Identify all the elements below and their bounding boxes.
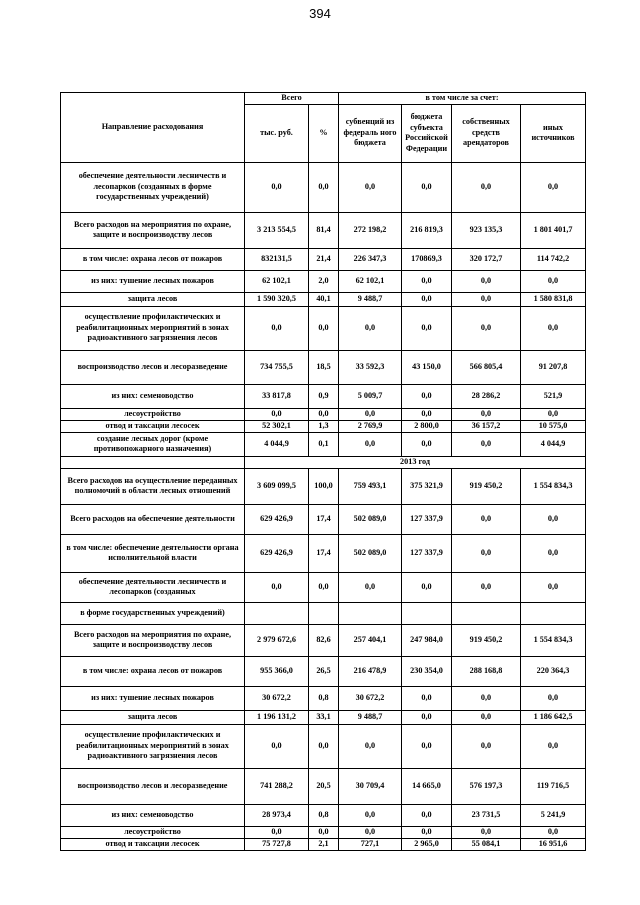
value-cell: 33,1	[309, 710, 339, 724]
row-label: осуществление профилактических и реабилитационных мероприятий в зонах радиоактивного загрязнения лесов	[61, 724, 245, 768]
expenditure-table	[60, 92, 586, 851]
value-cell: 0,1	[309, 432, 339, 456]
value-cell: 170869,3	[402, 248, 452, 270]
value-cell: 1 801 401,7	[521, 212, 586, 248]
row-label: в том числе: охрана лесов от пожаров	[61, 248, 245, 270]
table-body-first	[61, 162, 586, 456]
value-cell: 26,5	[309, 656, 339, 686]
value-cell: 0,0	[402, 804, 452, 826]
table-row	[61, 162, 586, 212]
value-cell: 18,5	[309, 350, 339, 384]
value-cell: 832131,5	[245, 248, 309, 270]
value-cell: 9 488,7	[339, 710, 402, 724]
value-cell: 1 580 831,8	[521, 292, 586, 306]
value-cell: 52 302,1	[245, 420, 309, 432]
row-label: Всего расходов на мероприятия по охране, защите и воспроизводству лесов	[61, 212, 245, 248]
value-cell: 0,0	[339, 804, 402, 826]
value-cell: 127 337,9	[402, 504, 452, 534]
value-cell: 0,0	[402, 270, 452, 292]
value-cell: 0,0	[452, 724, 521, 768]
value-cell: 0,0	[339, 432, 402, 456]
subject-budget-header: бюджета субъекта Российской Федерации	[402, 104, 452, 162]
subventions-header: субвенций из федераль ного бюджета	[339, 104, 402, 162]
value-cell: 0,0	[452, 534, 521, 572]
value-cell: 4 044,9	[245, 432, 309, 456]
table-row	[61, 768, 586, 804]
value-cell: 16 951,6	[521, 838, 586, 850]
value-cell: 0,0	[452, 572, 521, 602]
table-row	[61, 384, 586, 408]
value-cell: 0,0	[402, 686, 452, 710]
value-cell: 919 450,2	[452, 468, 521, 504]
value-cell: 502 089,0	[339, 534, 402, 572]
table-body-2013	[61, 468, 586, 850]
table-row	[61, 504, 586, 534]
value-cell: 0,0	[339, 162, 402, 212]
value-cell: 0,0	[452, 270, 521, 292]
value-cell: 0,0	[309, 306, 339, 350]
value-cell: 1 196 131,2	[245, 710, 309, 724]
value-cell: 1 554 834,3	[521, 624, 586, 656]
table-row	[61, 624, 586, 656]
value-cell: 919 450,2	[452, 624, 521, 656]
value-cell: 33 592,3	[339, 350, 402, 384]
row-label: осуществление профилактических и реабилитационных мероприятий в зонах радиоактивного загрязнения лесов	[61, 306, 245, 350]
row-label: в том числе: охрана лесов от пожаров	[61, 656, 245, 686]
value-cell: 0,0	[402, 384, 452, 408]
value-cell: 5 009,7	[339, 384, 402, 408]
row-label: Всего расходов на мероприятия по охране, защите и воспроизводству лесов	[61, 624, 245, 656]
table-row	[61, 838, 586, 850]
value-cell: 0,0	[521, 826, 586, 838]
direction-header: Направление расходования	[61, 93, 245, 163]
value-cell: 0,0	[339, 306, 402, 350]
table-row	[61, 724, 586, 768]
year-label: 2013 год	[245, 456, 586, 468]
value-cell: 576 197,3	[452, 768, 521, 804]
value-cell: 2 965,0	[402, 838, 452, 850]
value-cell: 23 731,5	[452, 804, 521, 826]
other-sources-header: иных источников	[521, 104, 586, 162]
value-cell: 0,0	[245, 724, 309, 768]
value-cell: 0,0	[339, 572, 402, 602]
value-cell: 0,0	[521, 306, 586, 350]
value-cell: 91 207,8	[521, 350, 586, 384]
value-cell: 0,0	[402, 306, 452, 350]
table-row	[61, 350, 586, 384]
value-cell: 0,0	[402, 432, 452, 456]
value-cell: 55 084,1	[452, 838, 521, 850]
value-cell: 2,0	[309, 270, 339, 292]
value-cell: 30 709,4	[339, 768, 402, 804]
value-cell	[245, 602, 309, 624]
value-cell: 62 102,1	[339, 270, 402, 292]
value-cell: 30 672,2	[245, 686, 309, 710]
table-row	[61, 686, 586, 710]
value-cell: 923 135,3	[452, 212, 521, 248]
row-label: отвод и таксации лесосек	[61, 838, 245, 850]
page-number: 394	[309, 6, 331, 21]
value-cell: 0,0	[402, 408, 452, 420]
value-cell: 629 426,9	[245, 534, 309, 572]
row-label: создание лесных дорог (кроме противопожарного назначения)	[61, 432, 245, 456]
value-cell: 2 800,0	[402, 420, 452, 432]
value-cell: 0,0	[521, 724, 586, 768]
row-label: воспроизводство лесов и лесоразведение	[61, 768, 245, 804]
value-cell: 43 150,0	[402, 350, 452, 384]
table-row	[61, 804, 586, 826]
table-row	[61, 306, 586, 350]
value-cell: 0,0	[452, 432, 521, 456]
value-cell: 100,0	[309, 468, 339, 504]
value-cell: 0,0	[452, 710, 521, 724]
value-cell: 955 366,0	[245, 656, 309, 686]
value-cell: 9 488,7	[339, 292, 402, 306]
value-cell: 0,0	[452, 292, 521, 306]
value-cell: 0,0	[521, 534, 586, 572]
value-cell: 0,0	[521, 686, 586, 710]
value-cell: 28 973,4	[245, 804, 309, 826]
value-cell: 0,0	[309, 572, 339, 602]
value-cell: 502 089,0	[339, 504, 402, 534]
value-cell: 17,4	[309, 504, 339, 534]
row-label: обеспечение деятельности лесничеств и лесопарков (созданных	[61, 572, 245, 602]
value-cell: 0,0	[521, 270, 586, 292]
value-cell: 288 168,8	[452, 656, 521, 686]
value-cell: 759 493,1	[339, 468, 402, 504]
value-cell: 734 755,5	[245, 350, 309, 384]
table-row	[61, 432, 586, 456]
value-cell: 0,0	[245, 306, 309, 350]
value-cell: 0,0	[402, 724, 452, 768]
value-cell: 3 609 099,5	[245, 468, 309, 504]
value-cell	[452, 602, 521, 624]
row-label: лесоустройство	[61, 826, 245, 838]
table-row	[61, 572, 586, 602]
value-cell: 114 742,2	[521, 248, 586, 270]
value-cell: 2 769,9	[339, 420, 402, 432]
value-cell: 1 186 642,5	[521, 710, 586, 724]
value-cell: 521,9	[521, 384, 586, 408]
value-cell: 257 404,1	[339, 624, 402, 656]
value-cell: 220 364,3	[521, 656, 586, 686]
value-cell: 0,0	[309, 724, 339, 768]
value-cell: 0,0	[245, 572, 309, 602]
value-cell	[339, 602, 402, 624]
value-cell: 0,0	[402, 162, 452, 212]
own-funds-header: собственных средств арендаторов	[452, 104, 521, 162]
table-row	[61, 212, 586, 248]
value-cell: 0,0	[452, 826, 521, 838]
value-cell: 2,1	[309, 838, 339, 850]
value-cell: 629 426,9	[245, 504, 309, 534]
value-cell	[521, 602, 586, 624]
value-cell: 0,0	[309, 162, 339, 212]
value-cell: 375 321,9	[402, 468, 452, 504]
table-row	[61, 468, 586, 504]
value-cell: 216 478,9	[339, 656, 402, 686]
value-cell: 28 286,2	[452, 384, 521, 408]
value-cell: 0,0	[339, 826, 402, 838]
value-cell: 2 979 672,6	[245, 624, 309, 656]
value-cell: 272 198,2	[339, 212, 402, 248]
value-cell: 0,0	[245, 826, 309, 838]
row-label: обеспечение деятельности лесничеств и лесопарков (созданных в форме государственных учреждений)	[61, 162, 245, 212]
value-cell: 36 157,2	[452, 420, 521, 432]
value-cell: 1,3	[309, 420, 339, 432]
value-cell: 0,0	[402, 292, 452, 306]
value-cell: 0,0	[309, 826, 339, 838]
row-label: в том числе: обеспечение деятельности органа исполнительной власти	[61, 534, 245, 572]
row-label: Всего расходов на обеспечение деятельности	[61, 504, 245, 534]
value-cell: 0,0	[521, 162, 586, 212]
value-cell: 0,0	[521, 572, 586, 602]
value-cell: 727,1	[339, 838, 402, 850]
value-cell: 20,5	[309, 768, 339, 804]
value-cell: 0,0	[339, 724, 402, 768]
value-cell: 4 044,9	[521, 432, 586, 456]
value-cell: 0,0	[402, 710, 452, 724]
row-label: из них: тушение лесных пожаров	[61, 270, 245, 292]
table-row	[61, 534, 586, 572]
value-cell: 0,0	[521, 504, 586, 534]
table-row	[61, 292, 586, 306]
value-cell: 30 672,2	[339, 686, 402, 710]
row-label: защита лесов	[61, 710, 245, 724]
row-label: отвод и таксации лесосек	[61, 420, 245, 432]
value-cell: 10 575,0	[521, 420, 586, 432]
row-label: из них: тушение лесных пожаров	[61, 686, 245, 710]
table-row	[61, 602, 586, 624]
row-label: из них: семеноводство	[61, 384, 245, 408]
percent-header: %	[309, 104, 339, 162]
value-cell: 247 984,0	[402, 624, 452, 656]
value-cell: 230 354,0	[402, 656, 452, 686]
including-header: в том числе за счет:	[339, 93, 586, 105]
value-cell: 0,0	[402, 572, 452, 602]
value-cell: 1 554 834,3	[521, 468, 586, 504]
value-cell: 62 102,1	[245, 270, 309, 292]
thousand-rub-header: тыс. руб.	[245, 104, 309, 162]
table-row	[61, 420, 586, 432]
table-row	[61, 710, 586, 724]
value-cell: 0,8	[309, 686, 339, 710]
value-cell: 0,0	[452, 306, 521, 350]
value-cell: 741 288,2	[245, 768, 309, 804]
row-label: Всего расходов на осуществление переданных полномочий в области лесных отношений	[61, 468, 245, 504]
table-row	[61, 248, 586, 270]
value-cell: 0,8	[309, 804, 339, 826]
value-cell: 0,0	[245, 408, 309, 420]
table-body-year	[61, 456, 586, 468]
value-cell: 566 805,4	[452, 350, 521, 384]
value-cell: 0,0	[309, 408, 339, 420]
value-cell: 0,0	[245, 162, 309, 212]
value-cell: 0,0	[452, 504, 521, 534]
value-cell: 0,0	[452, 408, 521, 420]
value-cell: 33 817,8	[245, 384, 309, 408]
value-cell: 21,4	[309, 248, 339, 270]
value-cell: 81,4	[309, 212, 339, 248]
value-cell: 17,4	[309, 534, 339, 572]
value-cell: 0,0	[521, 408, 586, 420]
table-row	[61, 270, 586, 292]
value-cell: 75 727,8	[245, 838, 309, 850]
row-label: лесоустройство	[61, 408, 245, 420]
value-cell	[309, 602, 339, 624]
value-cell: 14 665,0	[402, 768, 452, 804]
value-cell: 216 819,3	[402, 212, 452, 248]
value-cell: 0,0	[452, 686, 521, 710]
table-row	[61, 656, 586, 686]
value-cell: 1 590 320,5	[245, 292, 309, 306]
value-cell: 119 716,5	[521, 768, 586, 804]
row-label: в форме государственных учреждений)	[61, 602, 245, 624]
value-cell: 0,0	[402, 826, 452, 838]
value-cell: 3 213 554,5	[245, 212, 309, 248]
value-cell: 226 347,3	[339, 248, 402, 270]
value-cell: 5 241,9	[521, 804, 586, 826]
value-cell: 127 337,9	[402, 534, 452, 572]
table-row	[61, 826, 586, 838]
value-cell	[402, 602, 452, 624]
value-cell: 320 172,7	[452, 248, 521, 270]
row-label: воспроизводство лесов и лесоразведение	[61, 350, 245, 384]
table-row	[61, 408, 586, 420]
total-header: Всего	[245, 93, 339, 105]
row-label: защита лесов	[61, 292, 245, 306]
row-label: из них: семеноводство	[61, 804, 245, 826]
value-cell: 0,0	[339, 408, 402, 420]
value-cell: 82,6	[309, 624, 339, 656]
value-cell: 0,0	[452, 162, 521, 212]
value-cell: 0,9	[309, 384, 339, 408]
value-cell: 40,1	[309, 292, 339, 306]
